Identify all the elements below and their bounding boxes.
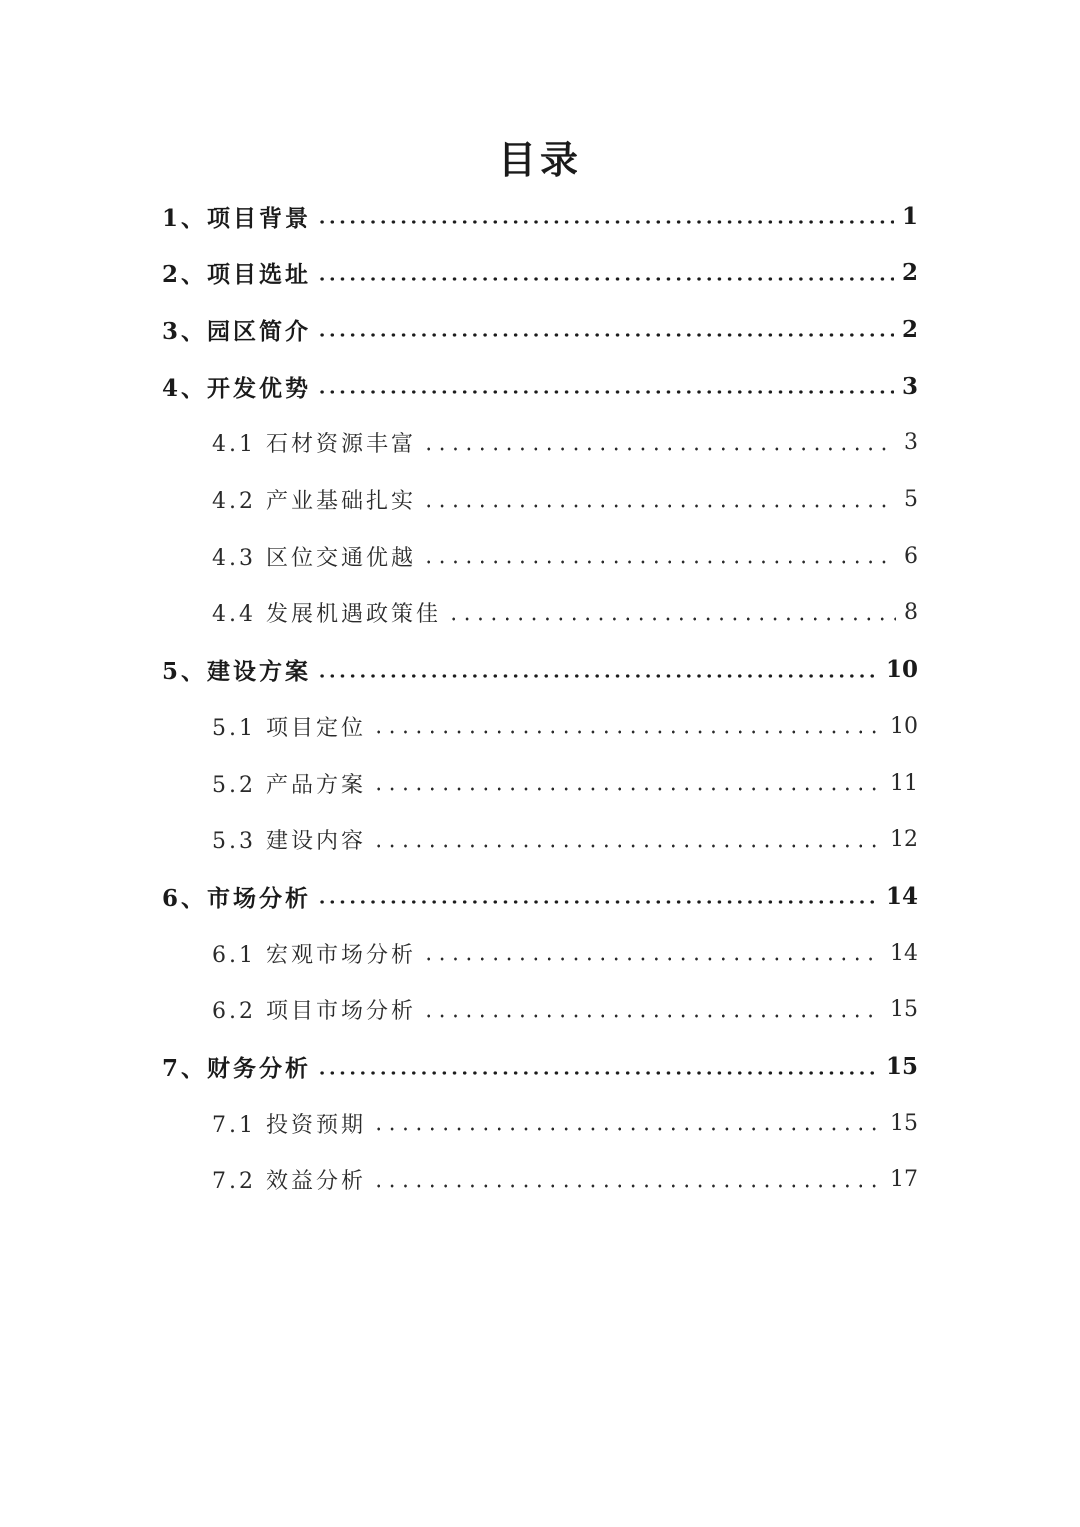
- toc-subentry[interactable]: [212, 982, 918, 1038]
- toc-entry-label: 6.2 项目市场分析: [212, 999, 416, 1025]
- toc-entry-label: 5.3 建设内容: [212, 829, 366, 855]
- toc-entry[interactable]: [162, 1039, 918, 1095]
- toc-entry-page: 5: [904, 487, 918, 512]
- toc-entry-page: 10: [885, 656, 918, 684]
- dot-leader: [447, 617, 896, 621]
- toc-subentry[interactable]: [212, 1095, 918, 1151]
- toc-entry-label: 4.3 区位交通优越: [212, 545, 416, 571]
- toc-subentry[interactable]: [212, 698, 918, 754]
- toc-entry-label: 4、开发优势: [162, 374, 312, 402]
- toc-entry[interactable]: [162, 868, 918, 924]
- toc-entry-page: 3: [904, 430, 918, 456]
- dot-leader: [422, 560, 896, 564]
- toc-subentry[interactable]: [212, 585, 918, 641]
- toc-entry-page: 1: [901, 202, 918, 230]
- toc-entry-page: 15: [890, 997, 918, 1023]
- toc-entry[interactable]: [162, 358, 918, 414]
- toc-entry-label: 1、项目背景: [162, 204, 312, 232]
- toc-entry-page: 6: [904, 543, 918, 569]
- dot-leader: [317, 900, 878, 904]
- toc-entry-page: 8: [904, 600, 918, 626]
- dot-leader: [372, 730, 882, 734]
- toc-subentry[interactable]: [212, 925, 918, 981]
- toc-entry-page: 15: [890, 1110, 918, 1136]
- dot-leader: [317, 674, 878, 678]
- dot-leader: [317, 220, 894, 224]
- toc-entry-page: 2: [901, 259, 918, 287]
- toc-entry-label: 7.1 投资预期: [212, 1112, 366, 1138]
- toc-entry-page: 11: [890, 770, 918, 796]
- toc-entry-page: 2: [901, 315, 918, 343]
- dot-leader: [422, 957, 882, 961]
- toc-entry-label: 4.1 石材资源丰富: [212, 432, 416, 458]
- toc-entry-page: 14: [890, 940, 918, 966]
- toc-entry-page: 12: [890, 827, 918, 853]
- toc-entry-page: 10: [890, 713, 918, 739]
- toc-entry[interactable]: [162, 301, 918, 357]
- dot-leader: [372, 1127, 882, 1131]
- dot-leader: [372, 787, 882, 791]
- toc-subentry[interactable]: [212, 528, 918, 584]
- dot-leader: [422, 504, 896, 508]
- dot-leader: [372, 844, 882, 848]
- toc-subentry[interactable]: [212, 812, 918, 868]
- toc-entry[interactable]: [162, 245, 918, 301]
- toc-entry-label: 5.1 项目定位: [212, 715, 366, 741]
- page-title: 目录: [497, 137, 582, 182]
- toc-entry-label: 4.2 产业基础扎实: [212, 489, 416, 514]
- dot-leader: [317, 333, 894, 337]
- toc-subentry[interactable]: [212, 1152, 918, 1208]
- toc-entry-label: 3、园区简介: [162, 317, 312, 345]
- toc-entry-page: 17: [890, 1167, 918, 1193]
- dot-leader: [317, 390, 894, 394]
- dot-leader: [372, 1184, 882, 1188]
- toc-entry-label: 6、市场分析: [162, 884, 312, 912]
- toc-entry-page: 15: [885, 1053, 918, 1080]
- toc-entry-label: 5.2 产品方案: [212, 772, 366, 798]
- toc-entry-label: 2、项目选址: [162, 261, 312, 289]
- toc-entry-label: 5、建设方案: [162, 658, 312, 686]
- toc-entry-page: 3: [901, 372, 918, 400]
- dot-leader: [317, 1071, 878, 1075]
- dot-leader: [422, 1014, 882, 1018]
- toc-subentry[interactable]: [212, 415, 918, 471]
- toc-subentry[interactable]: [212, 755, 918, 811]
- toc-entry-page: 14: [885, 882, 918, 910]
- toc-entry-label: 4.4 发展机遇政策佳: [212, 602, 441, 628]
- toc-entry-label: 7.2 效益分析: [212, 1169, 366, 1195]
- toc-subentry[interactable]: [212, 472, 918, 528]
- dot-leader: [317, 277, 894, 281]
- toc-entry-label: 7、财务分析: [162, 1055, 312, 1082]
- dot-leader: [422, 447, 896, 451]
- toc-entry[interactable]: [162, 188, 918, 244]
- toc-entry[interactable]: [162, 642, 918, 698]
- toc-entry-label: 6.1 宏观市场分析: [212, 942, 416, 968]
